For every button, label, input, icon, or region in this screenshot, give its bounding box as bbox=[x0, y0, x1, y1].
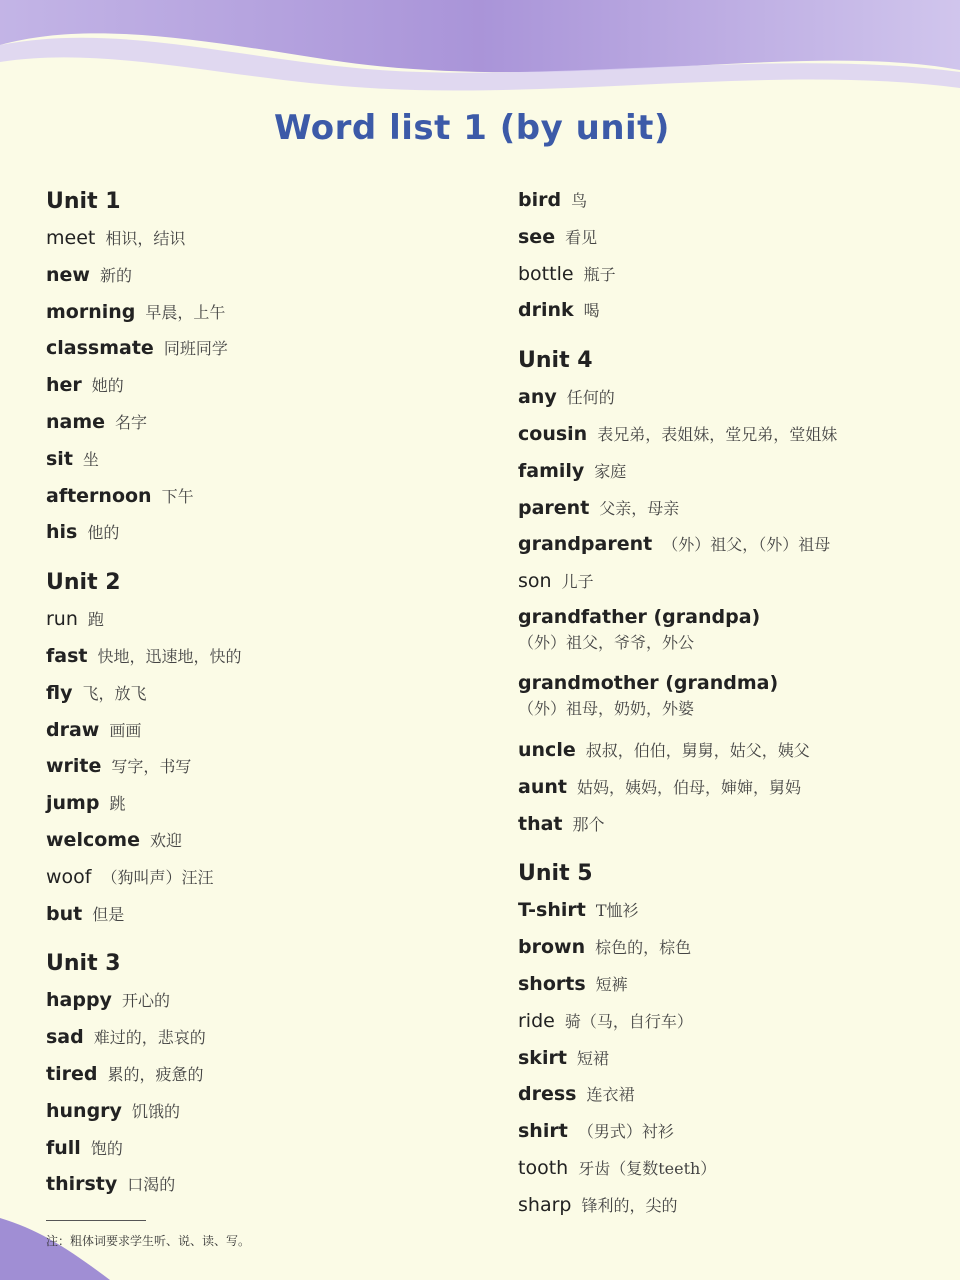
chinese-meaning: 那个 bbox=[572, 814, 605, 834]
english-word: grandparent bbox=[518, 533, 653, 556]
chinese-meaning: 口渴的 bbox=[127, 1175, 176, 1195]
chinese-meaning: 写字，书写 bbox=[111, 757, 192, 777]
chinese-meaning: 早晨，上午 bbox=[145, 302, 226, 322]
english-word: hungry bbox=[46, 1099, 122, 1122]
word-entry bbox=[46, 859, 486, 896]
word-entry bbox=[518, 1003, 958, 1040]
chinese-meaning: 下午 bbox=[161, 486, 194, 506]
english-word: shirt bbox=[518, 1120, 568, 1143]
word-entry bbox=[46, 601, 486, 638]
english-word: classmate bbox=[46, 337, 154, 360]
chinese-meaning: 画画 bbox=[109, 720, 142, 740]
chinese-meaning: 家庭 bbox=[594, 461, 627, 481]
chinese-meaning: 瓶子 bbox=[583, 264, 616, 284]
chinese-meaning: 欢迎 bbox=[149, 830, 182, 850]
english-word: new bbox=[46, 263, 90, 286]
chinese-meaning: 姑妈，姨妈，伯母，婶婶，舅妈 bbox=[576, 777, 801, 797]
unit-heading: Unit 1 bbox=[46, 189, 121, 214]
english-word: sit bbox=[46, 447, 73, 470]
chinese-meaning: 她的 bbox=[91, 376, 124, 396]
word-entry bbox=[46, 220, 486, 257]
english-word: parent bbox=[518, 496, 590, 519]
chinese-meaning: 鸟 bbox=[571, 191, 588, 210]
english-word: grandmother (grandma) bbox=[518, 671, 779, 694]
word-entry bbox=[46, 896, 486, 933]
chinese-meaning: 相识，结识 bbox=[105, 229, 186, 248]
english-word: his bbox=[46, 521, 78, 544]
english-word: bird bbox=[518, 189, 562, 211]
page-title: Word list 1 (by unit) bbox=[274, 108, 670, 148]
chinese-meaning: （外）祖母，奶奶，外婆 bbox=[518, 698, 695, 718]
word-entry bbox=[46, 330, 486, 367]
word-entry bbox=[46, 1130, 486, 1167]
english-word: meet bbox=[46, 227, 96, 249]
english-word: any bbox=[518, 386, 557, 409]
footnote: 注：粗体词要求学生听、说、读、写。 bbox=[46, 1234, 251, 1248]
word-entry bbox=[518, 453, 958, 490]
english-word: but bbox=[46, 902, 83, 925]
chinese-meaning: 新的 bbox=[99, 265, 132, 285]
chinese-meaning: （男式）衬衫 bbox=[577, 1122, 674, 1142]
english-word: full bbox=[46, 1136, 81, 1159]
english-word: son bbox=[518, 570, 552, 593]
english-word: name bbox=[46, 410, 106, 433]
english-word: skirt bbox=[518, 1046, 567, 1069]
word-entry bbox=[46, 675, 486, 712]
word-entry bbox=[518, 1187, 958, 1224]
word-entry bbox=[46, 638, 486, 675]
word-entry bbox=[518, 769, 958, 806]
chinese-meaning: 快地，迅速地，快的 bbox=[97, 646, 242, 666]
word-entry bbox=[46, 785, 486, 822]
unit-heading: Unit 5 bbox=[518, 861, 593, 887]
word-entry bbox=[46, 1019, 486, 1056]
chinese-meaning: （外）祖父，（外）祖母 bbox=[662, 535, 831, 555]
english-word: morning bbox=[46, 300, 136, 323]
english-word: that bbox=[518, 812, 563, 835]
word-entry bbox=[518, 1113, 958, 1150]
english-word: draw bbox=[46, 718, 100, 741]
english-word: uncle bbox=[518, 738, 576, 761]
word-entry bbox=[518, 256, 958, 293]
chinese-meaning: 锋利的，尖的 bbox=[581, 1195, 678, 1215]
chinese-meaning: 骑（马，自行车） bbox=[564, 1011, 693, 1031]
chinese-meaning: 任何的 bbox=[566, 388, 615, 408]
english-word: brown bbox=[518, 936, 586, 959]
word-entry bbox=[518, 806, 958, 843]
chinese-meaning: 他的 bbox=[87, 523, 120, 543]
word-entry bbox=[46, 441, 486, 478]
word-entry bbox=[518, 182, 958, 219]
word-entry bbox=[518, 600, 958, 666]
word-entry bbox=[46, 404, 486, 441]
english-word: sharp bbox=[518, 1193, 572, 1216]
english-word: afternoon bbox=[46, 484, 152, 507]
word-entry bbox=[518, 732, 958, 769]
word-entry bbox=[518, 892, 958, 929]
english-word: sad bbox=[46, 1026, 84, 1049]
chinese-meaning: 累的，疲惫的 bbox=[107, 1064, 204, 1084]
word-entry bbox=[518, 490, 958, 527]
word-entry bbox=[518, 219, 958, 256]
chinese-meaning: 表兄弟，表姐妹，堂兄弟，堂姐妹 bbox=[597, 424, 838, 444]
word-entry bbox=[518, 1040, 958, 1077]
decorative-purple-band bbox=[0, 0, 960, 110]
english-word: tired bbox=[46, 1062, 98, 1085]
word-entry bbox=[46, 1166, 486, 1203]
chinese-meaning: 但是 bbox=[92, 904, 125, 924]
chinese-meaning: 飞，放飞 bbox=[82, 683, 147, 703]
chinese-meaning: 儿子 bbox=[561, 572, 594, 592]
english-word: fast bbox=[46, 644, 88, 667]
unit-heading: Unit 3 bbox=[46, 951, 121, 977]
english-word: family bbox=[518, 459, 585, 482]
word-entry bbox=[518, 292, 958, 329]
english-word: tooth bbox=[518, 1156, 569, 1179]
chinese-meaning: 名字 bbox=[115, 412, 148, 432]
word-entry bbox=[518, 416, 958, 453]
word-entry bbox=[518, 666, 958, 732]
word-entry bbox=[46, 478, 486, 515]
word-entry bbox=[518, 379, 958, 416]
chinese-meaning: 看见 bbox=[565, 227, 598, 247]
chinese-meaning: 牙齿（复数teeth） bbox=[578, 1158, 717, 1178]
english-word: happy bbox=[46, 989, 112, 1012]
chinese-meaning: 同班同学 bbox=[163, 339, 228, 359]
word-entry bbox=[46, 748, 486, 785]
english-word: cousin bbox=[518, 422, 588, 445]
english-word: dress bbox=[518, 1083, 577, 1106]
word-entry bbox=[46, 1093, 486, 1130]
chinese-meaning: 叔叔，伯伯，舅舅，姑父，姨父 bbox=[585, 740, 810, 760]
chinese-meaning: 短裙 bbox=[576, 1048, 609, 1068]
english-word: grandfather (grandpa) bbox=[518, 605, 761, 628]
word-entry bbox=[46, 514, 486, 551]
english-word: T-shirt bbox=[518, 899, 586, 922]
chinese-meaning: 难过的，悲哀的 bbox=[93, 1028, 206, 1048]
word-entry bbox=[518, 929, 958, 966]
chinese-meaning: 跑 bbox=[87, 610, 104, 630]
word-entry bbox=[46, 367, 486, 404]
left-column bbox=[46, 180, 486, 1203]
english-word: her bbox=[46, 374, 82, 397]
english-word: run bbox=[46, 608, 78, 631]
english-word: shorts bbox=[518, 972, 586, 995]
unit-heading: Unit 2 bbox=[46, 570, 121, 596]
word-entry bbox=[46, 982, 486, 1019]
word-entry bbox=[518, 966, 958, 1003]
chinese-meaning: T恤衫 bbox=[595, 901, 639, 921]
word-entry bbox=[46, 294, 486, 331]
right-column bbox=[518, 182, 958, 1224]
english-word: welcome bbox=[46, 828, 140, 851]
english-word: thirsty bbox=[46, 1173, 118, 1196]
english-word: jump bbox=[46, 792, 100, 815]
word-entry bbox=[518, 1076, 958, 1113]
unit-heading: Unit 4 bbox=[518, 348, 593, 374]
word-entry bbox=[46, 712, 486, 749]
word-entry bbox=[46, 257, 486, 294]
english-word: ride bbox=[518, 1009, 555, 1032]
chinese-meaning: 坐 bbox=[82, 449, 99, 469]
chinese-meaning: 棕色的，棕色 bbox=[595, 938, 692, 958]
english-word: drink bbox=[518, 299, 574, 322]
english-word: fly bbox=[46, 681, 73, 704]
word-entry bbox=[518, 1150, 958, 1187]
word-entry bbox=[518, 526, 958, 563]
english-word: see bbox=[518, 225, 556, 248]
word-entry bbox=[46, 822, 486, 859]
english-word: aunt bbox=[518, 775, 567, 798]
chinese-meaning: （外）祖父，爷爷，外公 bbox=[518, 632, 695, 652]
chinese-meaning: 饱的 bbox=[90, 1138, 123, 1158]
word-entry bbox=[518, 563, 958, 600]
chinese-meaning: 开心的 bbox=[121, 991, 170, 1011]
footnote-divider bbox=[46, 1220, 146, 1221]
chinese-meaning: 跳 bbox=[109, 794, 126, 814]
chinese-meaning: 饥饿的 bbox=[131, 1101, 180, 1121]
chinese-meaning: 父亲，母亲 bbox=[599, 498, 680, 518]
english-word: woof bbox=[46, 865, 92, 888]
word-entry bbox=[46, 1056, 486, 1093]
chinese-meaning: 喝 bbox=[583, 301, 600, 321]
chinese-meaning: 短裤 bbox=[595, 974, 628, 994]
english-word: bottle bbox=[518, 262, 574, 285]
chinese-meaning: 连衣裙 bbox=[586, 1085, 635, 1105]
chinese-meaning: （狗叫声）汪汪 bbox=[101, 867, 214, 887]
english-word: write bbox=[46, 755, 102, 778]
